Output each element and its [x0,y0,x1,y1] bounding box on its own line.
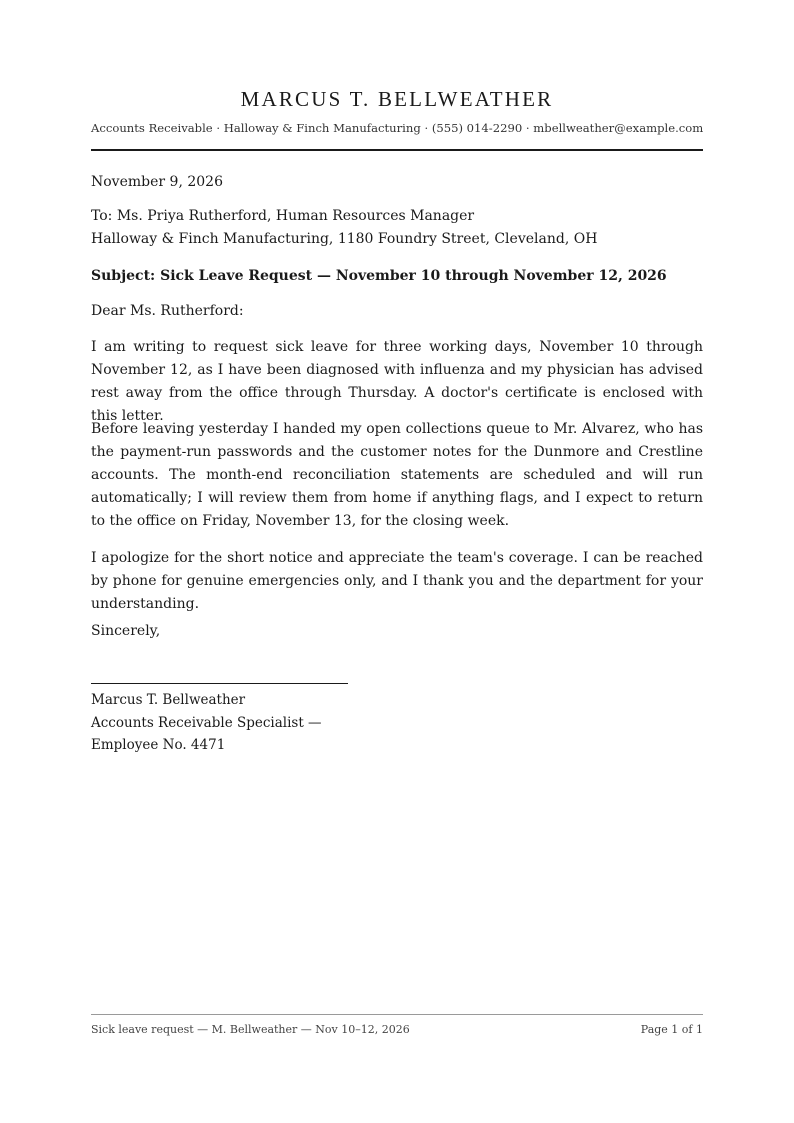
sender-name: MARCUS T. BELLWEATHER [240,87,554,111]
recipient-name-line: To: Ms. Priya Rutherford, Human Resources Manager [91,208,475,224]
body-paragraph: I apologize for the short notice and appreciate the team's coverage. I can be reached by phone for genuine emergencies only, and I thank you and the department for your understanding. [91,550,703,612]
closing: Sincerely, [91,623,161,639]
signature-title: Accounts Receivable Specialist — [91,714,322,731]
recipient-block [91,205,597,251]
page-number: Page 1 of 1 [640,1023,703,1036]
letter-date: November 9, 2026 [91,174,223,190]
footer-reference: Sick leave request — M. Bellweather — Nov 10–12, 2026 [91,1023,410,1036]
body-paragraph: I am writing to request sick leave for three working days, November 10 through November 12, as I have been diagnosed with influenza and my physician has advised rest away from the office through Thursday. A doctor's certificate is enclosed with this letter. [91,339,703,424]
sender-contact-line: Accounts Receivable · Halloway & Finch Manufacturing · (555) 014-2290 · mbellweather@example.com [91,121,704,135]
signature-line [91,683,348,684]
salutation: Dear Ms. Rutherford: [91,303,244,319]
header-divider [91,149,703,151]
footer-divider [91,1014,703,1015]
letter-page [91,0,703,1123]
body-paragraph: Before leaving yesterday I handed my open collections queue to Mr. Alvarez, who has the payment-run passwords and the customer notes for the Dunmore and Crestline accounts. The month-end reconciliation statements are scheduled and will run automatically; I will review them from home if anything flags, and I expect to return to the office on Friday, November 13, for the closing week. [91,421,703,529]
recipient-address-line: Halloway & Finch Manufacturing, 1180 Foundry Street, Cleveland, OH [91,231,598,247]
letter-subject: Subject: Sick Leave Request — November 10 through November 12, 2026 [91,268,667,284]
signature-name: Marcus T. Bellweather [91,692,246,708]
signature-block [91,689,322,757]
employee-number: Employee No. 4471 [91,737,226,753]
